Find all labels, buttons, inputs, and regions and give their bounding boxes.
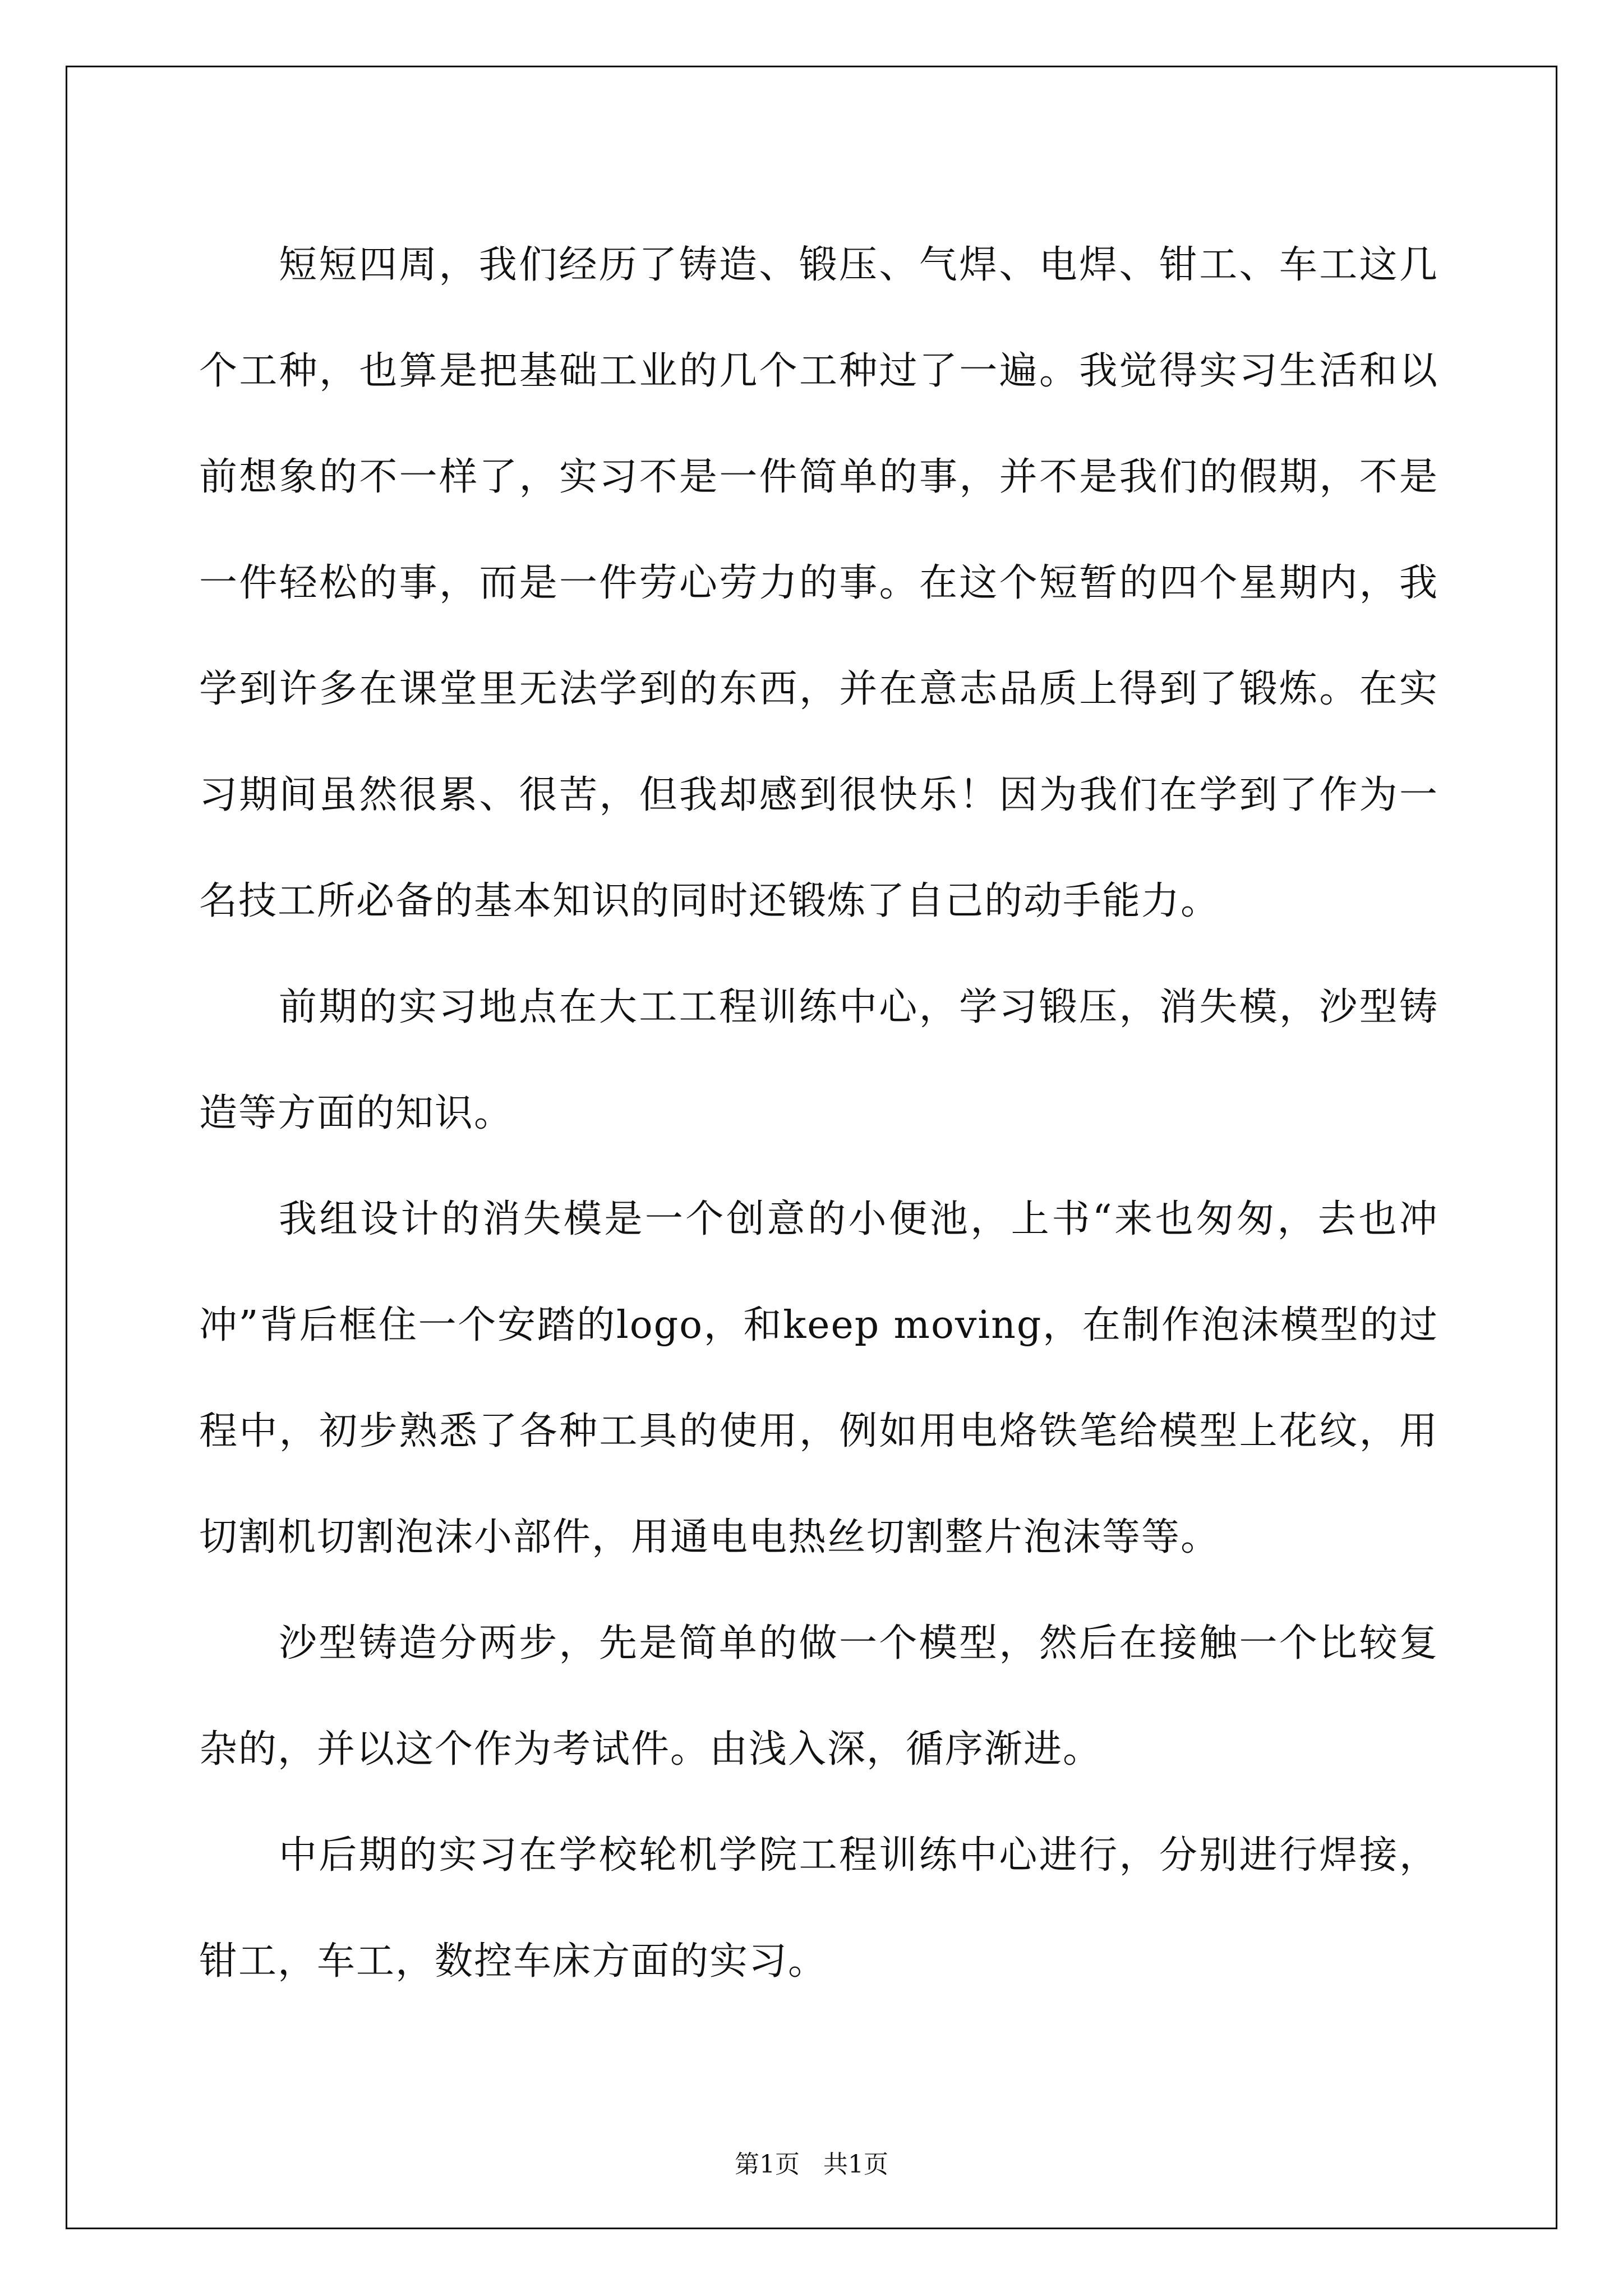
page-number-footer: 第1页 共1页 (735, 2150, 888, 2179)
paragraph: 中后期的实习在学校轮机学院工程训练中心进行，分别进行焊接，钳工，车工，数控车床方面的实习。 (199, 1833, 1438, 1984)
paragraph: 前期的实习地点在大工工程训练中心，学习锻压，消失模，沙型铸造等方面的知识。 (199, 985, 1438, 1135)
paragraph: 我组设计的消失模是一个创意的小便池，上书“来也匆匆，去也冲冲”背后框住一个安踏的logo，和keep moving，在制作泡沫模型的过程中，初步熟悉了各种工具的使用，例如用电烙铁笔给模型上花纹，用切割机切割泡沫小部件，用通电电热丝切割整片泡沫等等。 (199, 1197, 1438, 1559)
document-body (199, 212, 1438, 2014)
paragraph: 沙型铸造分两步，先是简单的做一个模型，然后在接触一个比较复杂的，并以这个作为考试件。由浅入深，循序渐进。 (199, 1621, 1438, 1772)
paragraph: 短短四周，我们经历了铸造、锻压、气焊、电焊、钳工、车工这几个工种，也算是把基础工业的几个工种过了一遍。我觉得实习生活和以前想象的不一样了，实习不是一件简单的事，并不是我们的假期，不是一件轻松的事，而是一件劳心劳力的事。在这个短暂的四个星期内，我学到许多在课堂里无法学到的东西，并在意志品质上得到了锻炼。在实习期间虽然很累、很苦，但我却感到很快乐！因为我们在学到了作为一名技工所必备的基本知识的同时还锻炼了自己的动手能力。 (199, 243, 1438, 923)
